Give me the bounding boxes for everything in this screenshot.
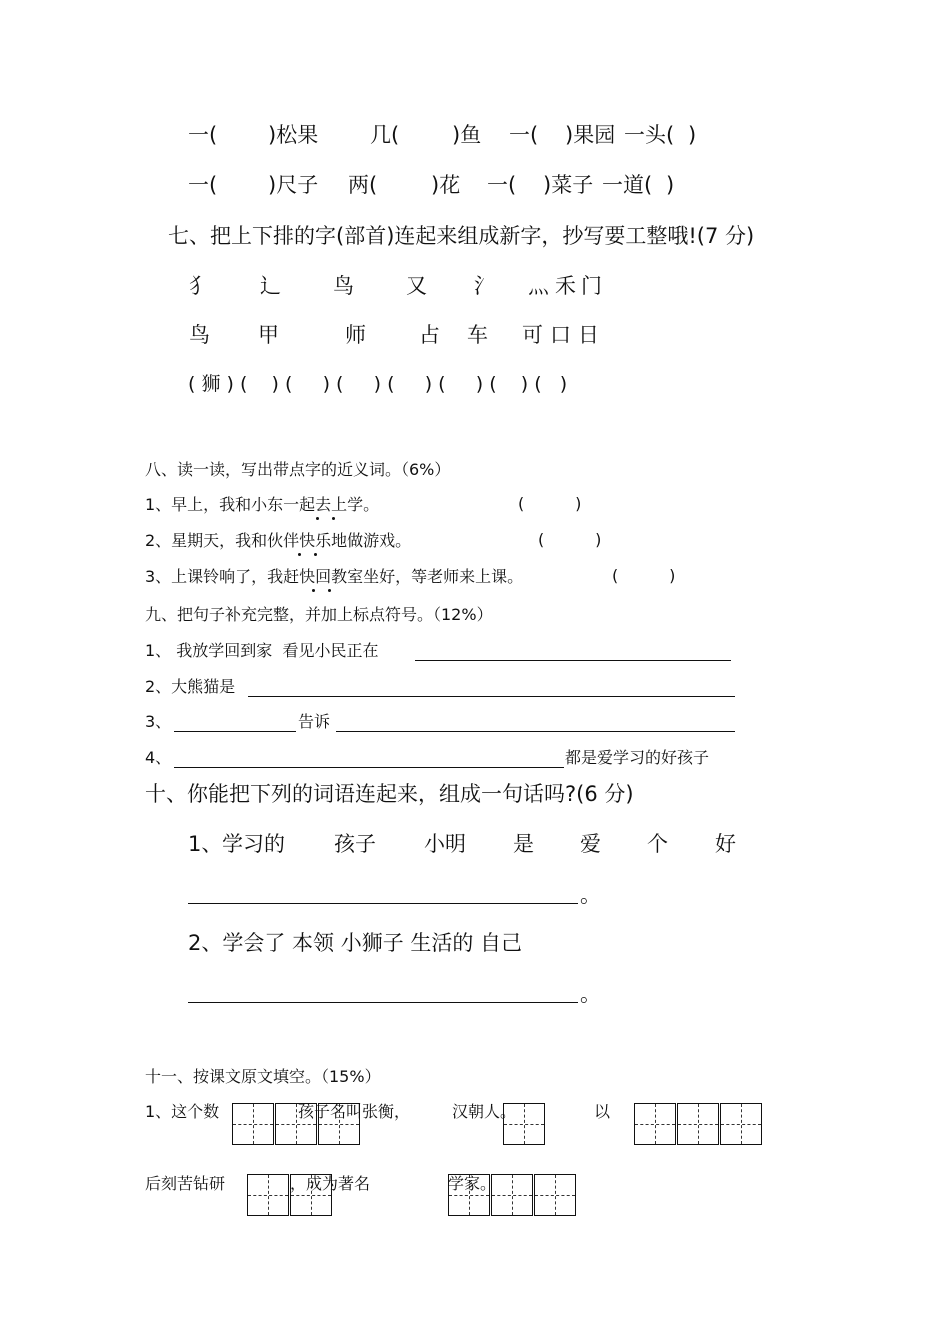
top-char-1: 犭 [189,274,210,298]
fill-line2-a: 后刻苦钻研 [145,1174,226,1193]
tian-grid-cell[interactable] [247,1174,289,1216]
q1-word: 是 [513,832,534,856]
tian-grid-group[interactable] [503,1103,546,1145]
section11-title: 十一、按课文原文填空。（15%） [145,1067,381,1086]
emphasis-dot [298,553,301,556]
row2-part-6: )菜子 [543,173,594,197]
q1-word: 学习的 [222,832,285,856]
fill-line2-b: ，成为著名 [290,1174,371,1193]
tian-grid-group[interactable] [634,1103,763,1145]
row2-part-7: 一道( [602,173,653,197]
section8-blank-1[interactable]: ( ) [518,494,582,513]
row1-part-7: 一头( [624,123,675,147]
q1-word: 个 [647,832,668,856]
section9-title: 九、把句子补充完整，并加上标点符号。（12%） [145,605,493,624]
section8-item-1: 1、早上，我和小东一起去上学。 [145,495,380,514]
top-char-7: 禾 [555,274,576,298]
fill-line1-a: 1、这个数 [145,1102,220,1121]
row2-part-2: )尺子 [268,173,319,197]
q1-number: 1、 [188,832,223,856]
bottom-char-8: 日 [578,323,599,347]
tian-grid-cell[interactable] [491,1174,533,1216]
tian-grid-cell[interactable] [677,1103,719,1145]
row2-part-3: 两( [348,173,378,197]
fill-line1-b: 孩子名叫张衡， [298,1102,411,1121]
row2-part-5: 一( [487,173,517,197]
fill-line1-c: 汉朝人。 [452,1102,517,1121]
tian-grid-cell[interactable] [634,1103,676,1145]
emphasis-dot [328,589,331,592]
top-char-3: 鸟 [333,274,354,298]
word-order-q2: 2、学会了 本领 小狮子 生活的 自己 [188,931,523,955]
row2-part-8: ) [666,173,675,197]
bottom-char-2: 甲 [258,323,279,347]
answer-line[interactable] [188,903,578,904]
answer-line[interactable] [336,731,735,732]
section9-item-4-suffix: 都是爱学习的好孩子 [565,748,710,767]
row1-part-5: 一( [509,123,539,147]
section8-title: 八、读一读，写出带点字的近义词。（6%） [145,460,451,479]
section8-item-2: 2、星期天，我和伙伴快乐地做游戏。 [145,531,412,550]
answer-line[interactable] [248,696,735,697]
bottom-char-5: 车 [467,323,488,347]
row1-part-6: )果园 [565,123,616,147]
q1-word: 小明 [424,832,466,856]
section9-item-2: 2、大熊猫是 [145,677,236,696]
row2-part-4: )花 [431,173,461,197]
emphasis-dot [312,589,315,592]
end-period: 。 [580,883,601,907]
answer-line[interactable] [188,1002,578,1003]
emphasis-dot [316,517,319,520]
radical-answer-row: ( 狮 ) ( ) ( ) ( ) ( ) ( ) ( ) ( ) [188,373,568,395]
top-char-6: 灬 [528,274,549,298]
bottom-char-3: 师 [345,323,366,347]
row1-part-2: )松果 [268,123,319,147]
section9-item-4-num: 4、 [145,748,172,767]
section9-item-1: 1、 我放学回到家 看见小民正在 [145,641,379,660]
top-char-8: 门 [581,274,602,298]
q1-word: 孩子 [334,832,376,856]
top-char-4: 又 [406,274,427,298]
section9-item-3-middle: 告诉 [298,712,331,731]
section10-title: 十、你能把下列的词语连起来，组成一句话吗?(6 分) [145,782,634,806]
bottom-char-7: 口 [550,323,571,347]
section8-blank-3[interactable]: ( ) [612,566,676,585]
top-char-5: 氵 [474,274,495,298]
tian-grid-cell[interactable] [503,1103,545,1145]
row1-part-4: )鱼 [452,123,482,147]
top-char-2: 辶 [260,274,281,298]
row1-part-1: 一( [188,123,218,147]
answer-line[interactable] [174,731,296,732]
emphasis-dot [314,553,317,556]
answer-line[interactable] [174,767,564,768]
q1-word: 爱 [580,832,601,856]
end-period: 。 [580,982,601,1006]
tian-grid-cell[interactable] [232,1103,274,1145]
bottom-char-4: 占 [419,323,440,347]
section7-title: 七、把上下排的字(部首)连起来组成新字，抄写要工整哦!(7 分) [168,224,755,248]
bottom-char-6: 可 [522,323,543,347]
answer-line[interactable] [415,660,731,661]
fill-line1-d: 以 [594,1102,611,1121]
section8-item-3: 3、上课铃响了，我赶快回教室坐好，等老师来上课。 [145,567,524,586]
section8-blank-2[interactable]: ( ) [538,530,602,549]
q1-word: 好 [715,832,736,856]
section9-item-3-num: 3、 [145,712,172,731]
row1-part-8: ) [688,123,697,147]
row1-part-3: 几( [370,123,400,147]
tian-grid-cell[interactable] [534,1174,576,1216]
tian-grid-cell[interactable] [720,1103,762,1145]
bottom-char-1: 鸟 [189,323,210,347]
row2-part-1: 一( [188,173,218,197]
fill-line2-c: 学家。 [448,1174,497,1193]
emphasis-dot [332,517,335,520]
